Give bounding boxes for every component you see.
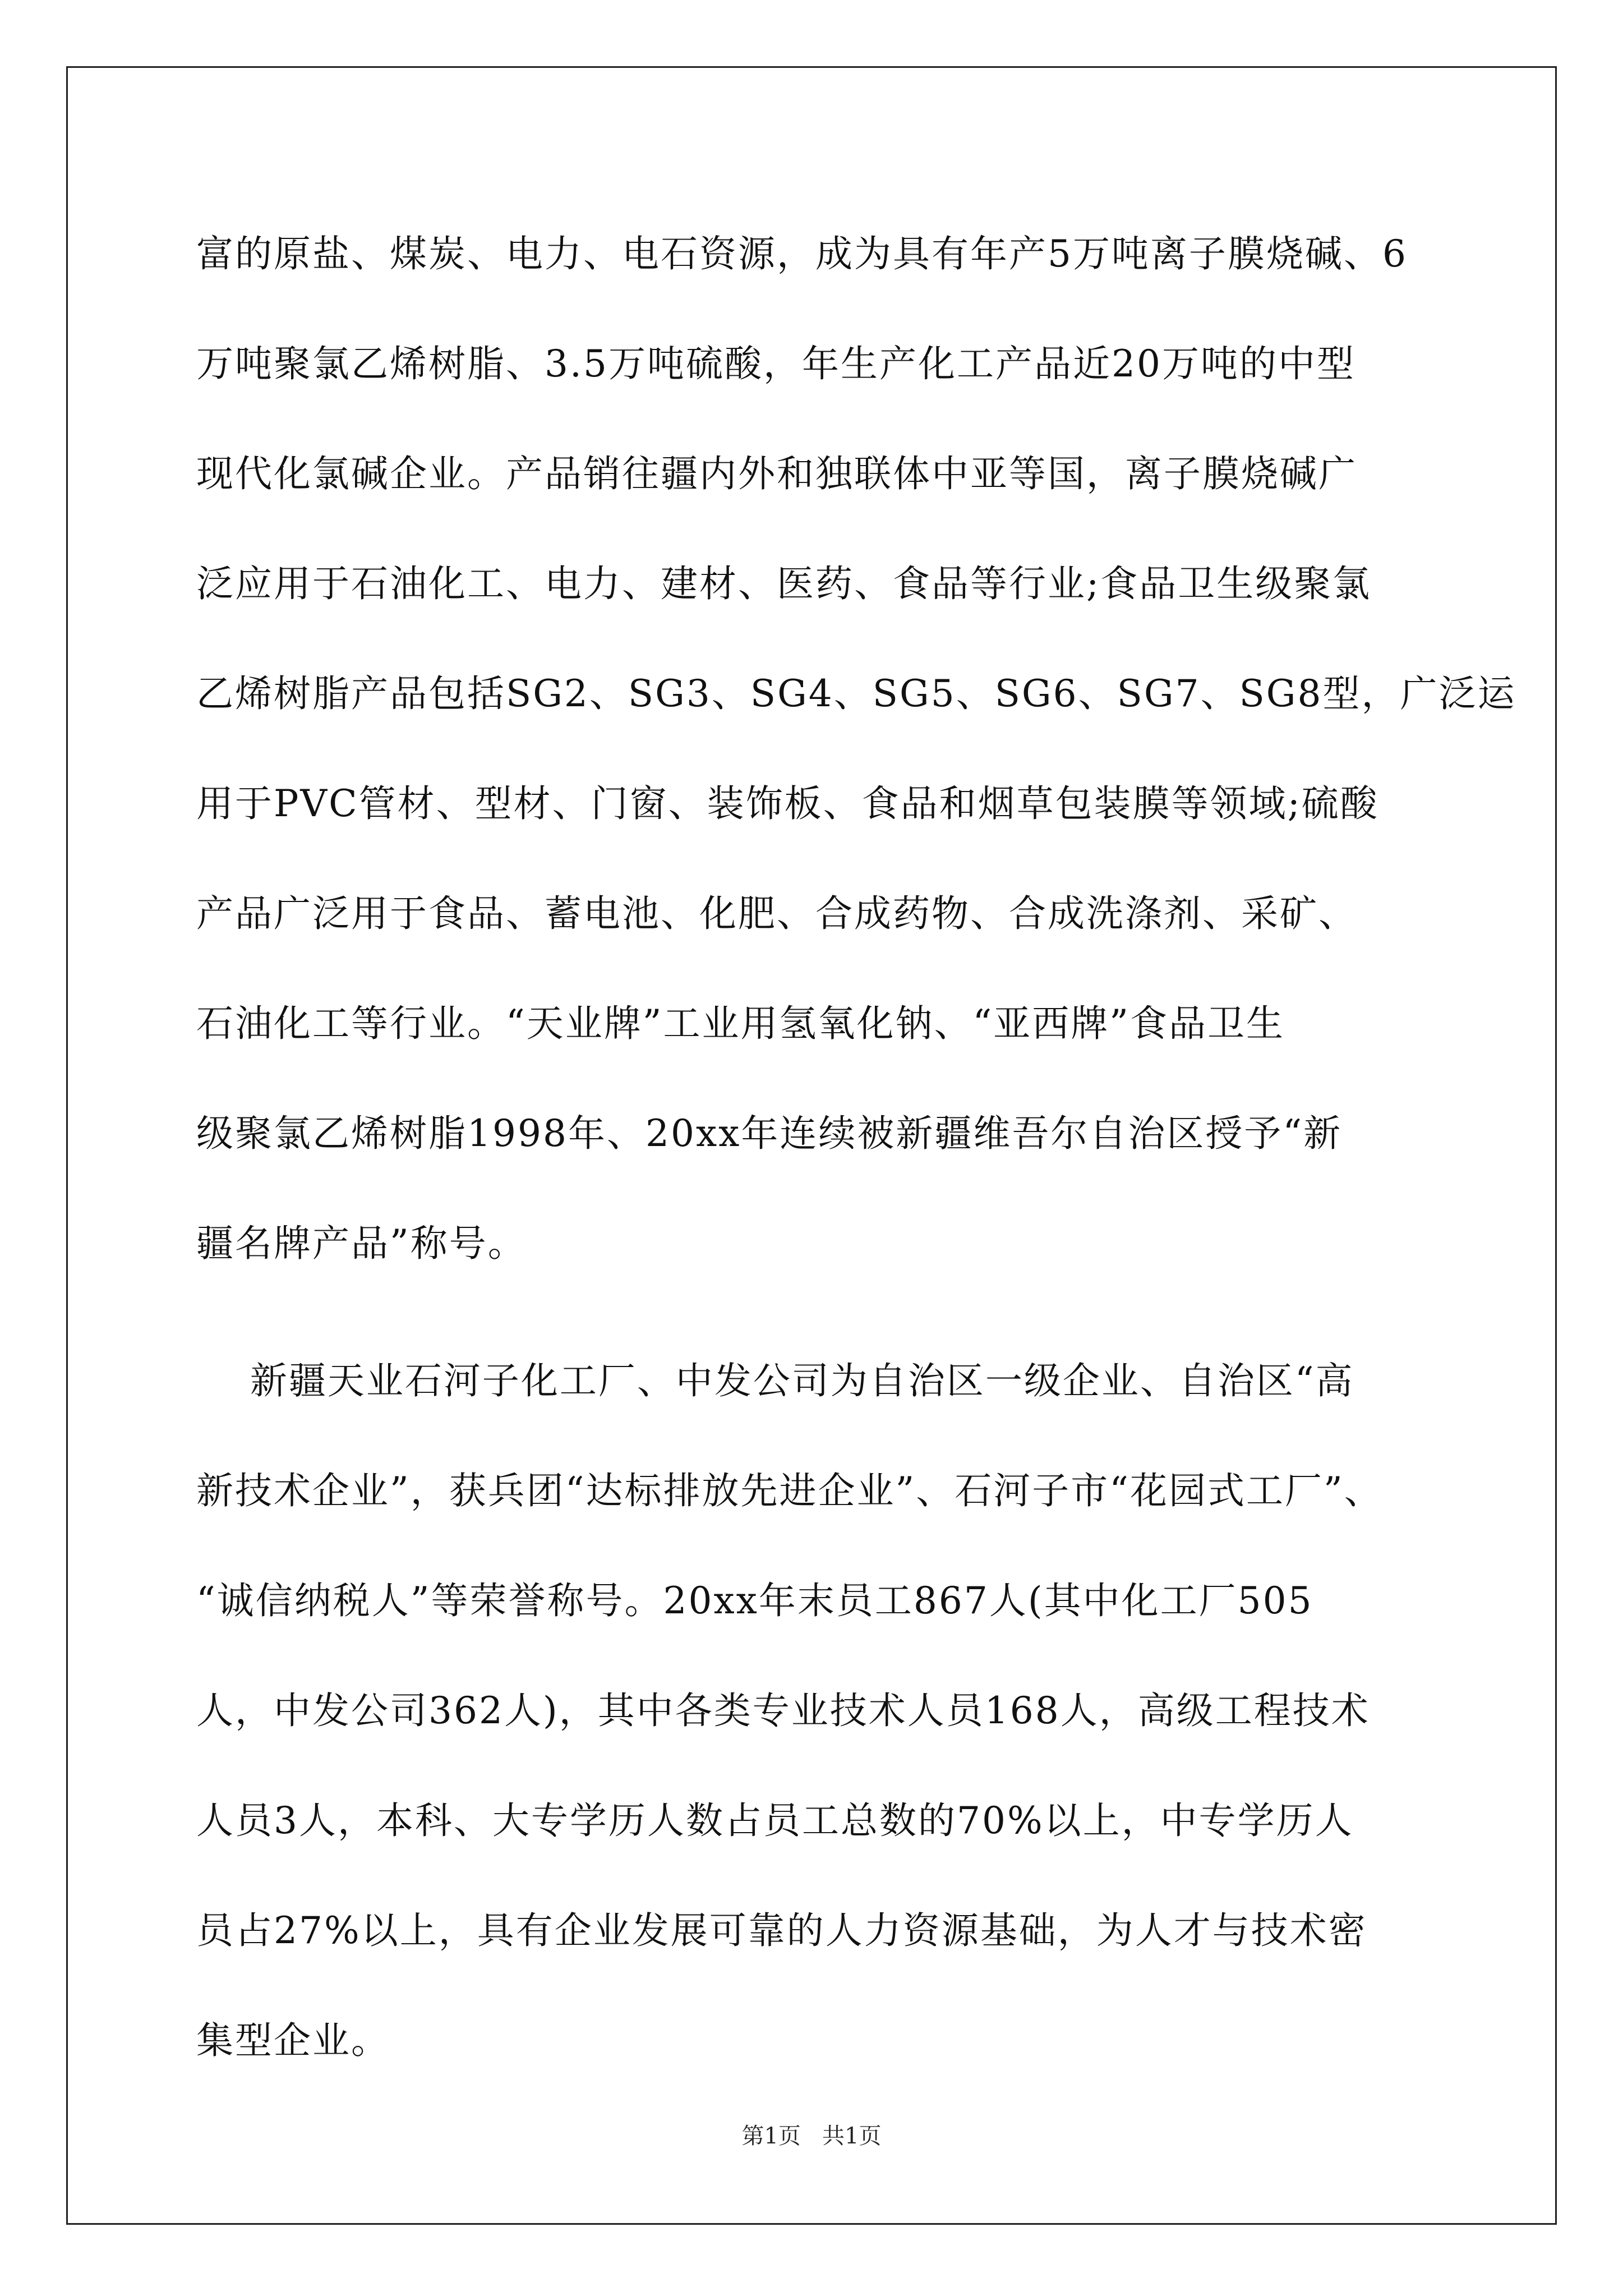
text-line: 产品广泛用于食品、蓄电池、化肥、合成药物、合成洗涤剂、采矿、 (196, 892, 1357, 935)
text-line: 石油化工等行业。“天业牌”工业用氢氧化钠、“亚西牌”食品卫生 (196, 1002, 1285, 1045)
page-footer: 第1页 共1页 (741, 2123, 882, 2149)
text-line: 泛应用于石油化工、电力、建材、医药、食品等行业;食品卫生级聚氯 (196, 562, 1372, 605)
text-line: 乙烯树脂产品包括SG2、SG3、SG4、SG5、SG6、SG7、SG8型，广泛运 (196, 672, 1516, 715)
text-line: 万吨聚氯乙烯树脂、3.5万吨硫酸，年生产化工产品近20万吨的中型 (196, 342, 1355, 385)
text-line: 集型企业。 (196, 2019, 390, 2062)
text-line: 级聚氯乙烯树脂1998年、20xx年连续被新疆维吾尔自治区授予“新 (196, 1112, 1343, 1155)
text-line: 人员3人，本科、大专学历人数占员工总数的70%以上，中专学历人 (196, 1799, 1354, 1842)
text-line: “诚信纳税人”等荣誉称号。20xx年末员工867人(其中化工厂505 (196, 1579, 1313, 1622)
text-line: 人，中发公司362人)，其中各类专业技术人员168人，高级工程技术 (196, 1689, 1370, 1732)
text-line: 用于PVC管材、型材、门窗、装饰板、食品和烟草包装膜等领域;硫酸 (196, 782, 1379, 825)
text-line: 新技术企业”，获兵团“达标排放先进企业”、石河子市“花园式工厂”、 (196, 1469, 1383, 1512)
text-line: 富的原盐、煤炭、电力、电石资源，成为具有年产5万吨离子膜烧碱、6 (196, 232, 1408, 275)
text-line: 现代化氯碱企业。产品销往疆内外和独联体中亚等国，离子膜烧碱广 (196, 452, 1357, 495)
document-body (196, 216, 1516, 2113)
text-line: 疆名牌产品”称号。 (196, 1222, 527, 1265)
text-line: 新疆天业石河子化工厂、中发公司为自治区一级企业、自治区“高 (196, 1359, 1354, 1402)
text-line: 员占27%以上，具有企业发展可靠的人力资源基础，为人才与技术密 (196, 1909, 1367, 1952)
